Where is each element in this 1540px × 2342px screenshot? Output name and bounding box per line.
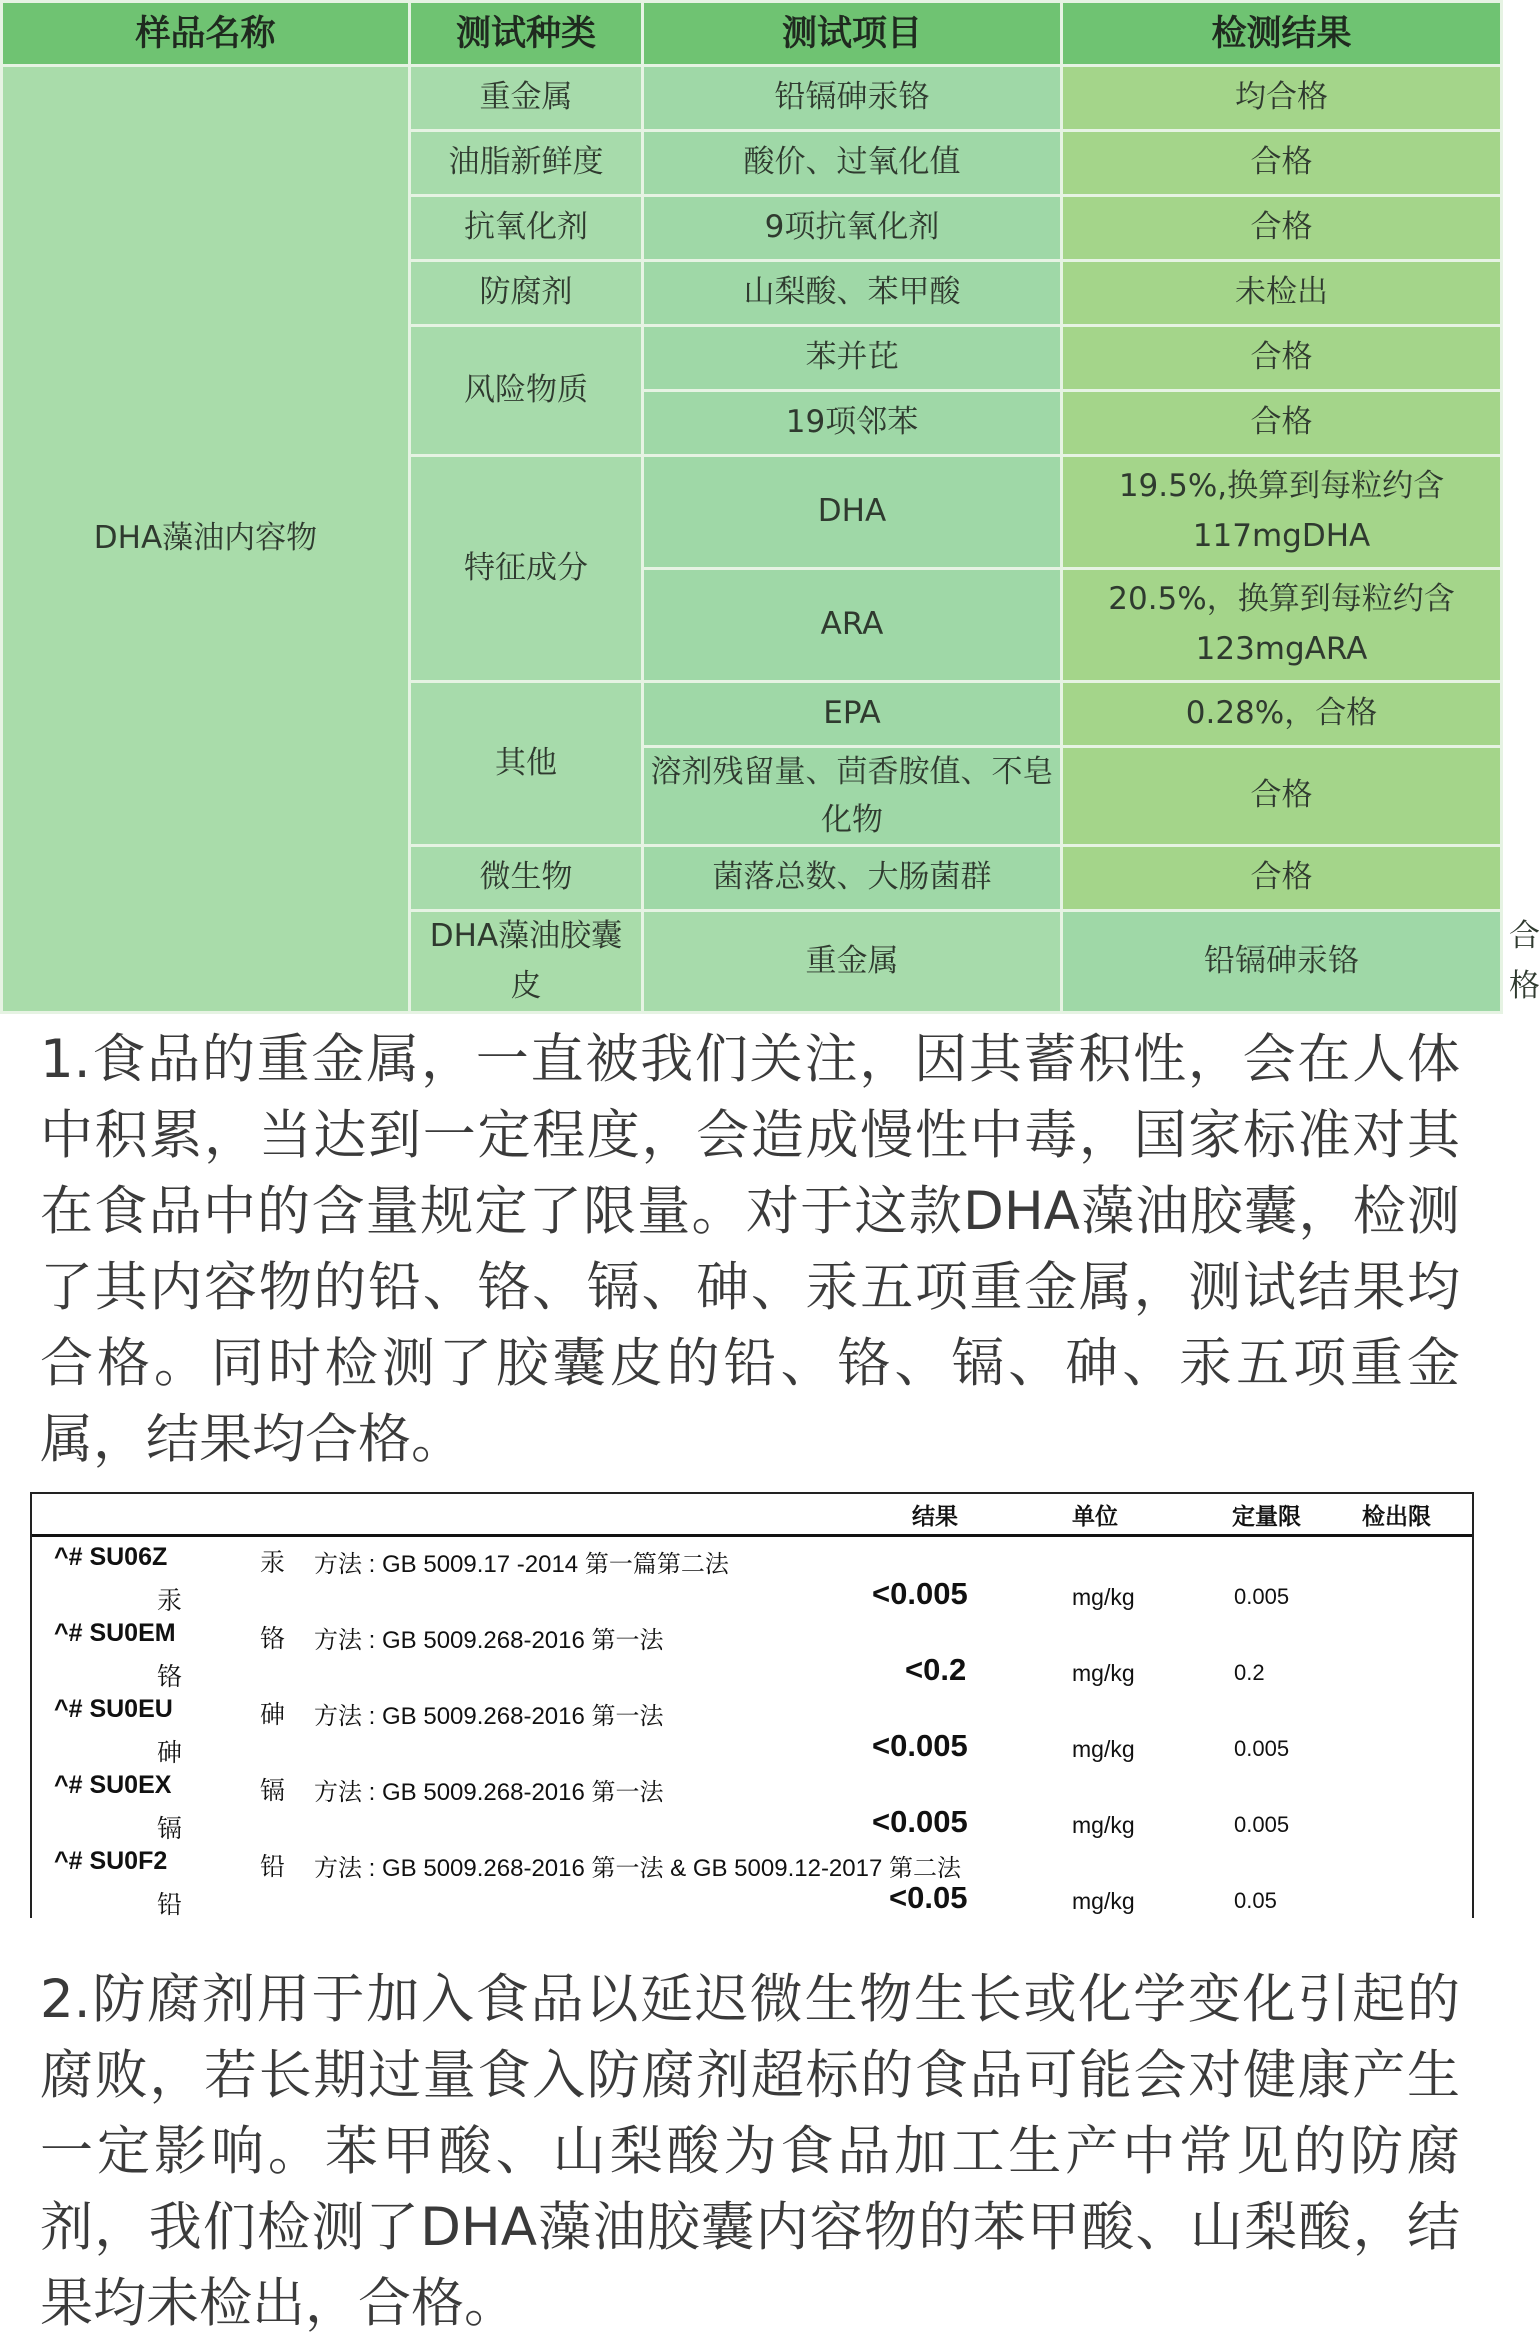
result-cell: 均合格 xyxy=(1062,66,1502,131)
report-header-loq: 定量限 xyxy=(1232,1503,1301,1529)
result-cell: 0.28%，合格 xyxy=(1062,682,1502,747)
heavy-metal-paragraph: 1.食品的重金属，一直被我们关注，因其蓄积性，会在人体中积累，当达到一定程度，会造成慢性中毒，国家标准对其在食品中的含量规定了限量。对于这款DHA藻油胶囊，检测了其内容物的铅、铬、镉、砷、汞五项重金属，测试结果均合格。同时检测了胶囊皮的铅、铬、镉、砷、汞五项重金属，结果均合格。 xyxy=(40,1029,1460,1470)
report-element: 汞 xyxy=(260,1549,286,1577)
result-cell: 19.5%,换算到每粒约含117mgDHA xyxy=(1062,456,1502,569)
category-cell: 重金属 xyxy=(643,911,1062,1013)
report-header-unit: 单位 xyxy=(1072,1503,1118,1529)
report-element: 砷 xyxy=(157,1739,183,1767)
report-method: 方法 : GB 5009.268-2016 第一法 & GB 5009.12-2017 第二法 xyxy=(314,1855,961,1882)
item-cell: 溶剂残留量、茴香胺值、不皂化物 xyxy=(643,747,1062,846)
report-sample-code: ^# SU0EM xyxy=(54,1619,176,1647)
sample-name-cell: DHA藻油胶囊皮 xyxy=(410,911,643,1013)
category-cell: 重金属 xyxy=(410,66,643,131)
report-sample-code: ^# SU0F2 xyxy=(54,1847,168,1875)
header-test-item: 测试项目 xyxy=(643,2,1062,66)
report-method: 方法 : GB 5009.268-2016 第一法 xyxy=(314,1703,664,1730)
item-cell: DHA xyxy=(643,456,1062,569)
item-cell: 山梨酸、苯甲酸 xyxy=(643,261,1062,326)
report-loq: 0.2 xyxy=(1234,1660,1265,1685)
result-cell: 20.5%，换算到每粒约含123mgARA xyxy=(1062,569,1502,682)
result-cell: 未检出 xyxy=(1062,261,1502,326)
report-loq: 0.005 xyxy=(1234,1584,1290,1609)
table-row: DHA藻油胶囊皮 重金属 铅镉砷汞铬 合格 xyxy=(2,911,1502,1013)
report-element: 镉 xyxy=(260,1777,286,1805)
report-header-lod: 检出限 xyxy=(1362,1503,1431,1529)
report-sample-code: ^# SU06Z xyxy=(54,1543,168,1571)
report-unit: mg/kg xyxy=(1072,1812,1135,1838)
report-element: 汞 xyxy=(157,1587,183,1615)
category-cell: 微生物 xyxy=(410,846,643,911)
report-loq: 0.005 xyxy=(1234,1736,1290,1761)
table-row xyxy=(2,66,1502,131)
report-sample-code: ^# SU0EX xyxy=(54,1771,172,1799)
result-cell: 合格 xyxy=(1062,846,1502,911)
result-cell: 合格 xyxy=(1062,747,1502,846)
category-cell: 防腐剂 xyxy=(410,261,643,326)
item-cell: 酸价、过氧化值 xyxy=(643,131,1062,196)
item-cell: 铅镉砷汞铬 xyxy=(1062,911,1502,1013)
category-cell: 其他 xyxy=(410,682,643,846)
result-cell: 合格 xyxy=(1062,326,1502,391)
result-cell: 合格 xyxy=(1062,196,1502,261)
report-method: 方法 : GB 5009.17 -2014 第一篇第二法 xyxy=(314,1551,729,1578)
item-cell: 菌落总数、大肠菌群 xyxy=(643,846,1062,911)
report-element: 铅 xyxy=(157,1891,183,1919)
header-sample-name: 样品名称 xyxy=(2,2,410,66)
header-test-result: 检测结果 xyxy=(1062,2,1502,66)
report-method: 方法 : GB 5009.268-2016 第一法 xyxy=(314,1627,664,1654)
item-cell: EPA xyxy=(643,682,1062,747)
report-unit: mg/kg xyxy=(1072,1584,1135,1610)
lab-report-excerpt xyxy=(30,1492,1474,1918)
report-loq: 0.05 xyxy=(1234,1888,1277,1913)
header-test-category: 测试种类 xyxy=(410,2,643,66)
table-header-row xyxy=(2,2,1502,66)
report-value: <0.05 xyxy=(889,1880,968,1915)
item-cell: ARA xyxy=(643,569,1062,682)
report-header-result: 结果 xyxy=(912,1503,958,1529)
test-summary-table xyxy=(0,0,1540,1014)
category-cell: 特征成分 xyxy=(410,456,643,682)
report-element: 铬 xyxy=(157,1663,183,1691)
item-cell: 9项抗氧化剂 xyxy=(643,196,1062,261)
category-cell: 油脂新鲜度 xyxy=(410,131,643,196)
report-loq: 0.005 xyxy=(1234,1812,1290,1837)
report-unit: mg/kg xyxy=(1072,1888,1135,1914)
report-element: 铬 xyxy=(260,1625,286,1653)
report-value: <0.005 xyxy=(872,1728,968,1763)
report-value: <0.005 xyxy=(872,1576,968,1611)
report-unit: mg/kg xyxy=(1072,1660,1135,1686)
result-cell: 合格 xyxy=(1062,131,1502,196)
report-element: 镉 xyxy=(157,1815,183,1843)
item-cell: 铅镉砷汞铬 xyxy=(643,66,1062,131)
item-cell: 19项邻苯 xyxy=(643,391,1062,456)
result-cell: 合格 xyxy=(1062,391,1502,456)
report-element: 砷 xyxy=(260,1701,286,1729)
category-cell: 风险物质 xyxy=(410,326,643,456)
report-header xyxy=(32,1494,1472,1537)
report-value: <0.005 xyxy=(872,1804,968,1839)
sample-name-cell: DHA藻油内容物 xyxy=(2,66,410,1013)
report-unit: mg/kg xyxy=(1072,1736,1135,1762)
report-sample-code: ^# SU0EU xyxy=(54,1695,173,1723)
report-element: 铅 xyxy=(260,1853,286,1881)
category-cell: 抗氧化剂 xyxy=(410,196,643,261)
item-cell: 苯并芘 xyxy=(643,326,1062,391)
report-method: 方法 : GB 5009.268-2016 第一法 xyxy=(314,1779,664,1806)
preservative-paragraph: 2.防腐剂用于加入食品以延迟微生物生长或化学变化引起的腐败，若长期过量食入防腐剂超标的食品可能会对健康产生一定影响。苯甲酸、山梨酸为食品加工生产中常见的防腐剂，我们检测了DHA藻油胶囊内容物的苯甲酸、山梨酸，结果均未检出，合格。 xyxy=(40,1969,1460,2334)
report-value: <0.2 xyxy=(905,1652,967,1687)
